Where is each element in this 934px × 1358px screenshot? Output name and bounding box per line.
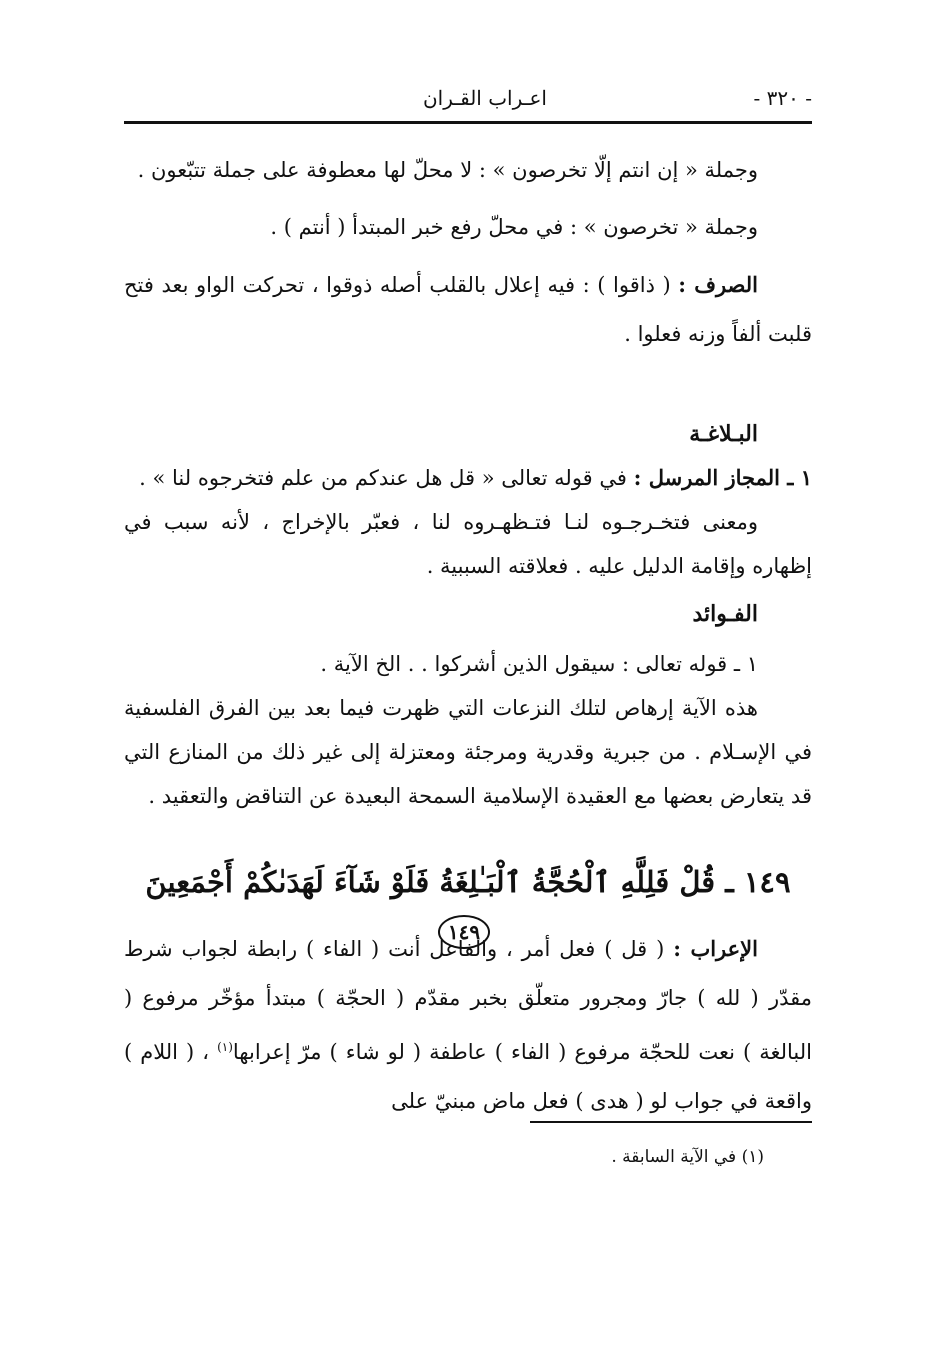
footnote-ref: (١) — [217, 1040, 233, 1054]
section-title: البـلاغـة — [689, 421, 758, 447]
paragraph: ومعنى فتخـرجـوه لنـا فتـظهـروه لنا ، فعبّر بالإخراج ، لأنه سبب في إظهاره وإقامة الدليل عليه . فعلاقته السببية . — [124, 510, 812, 578]
paragraph: وجملة « إن انتم إلّا تخرصون » : لا محلّ لها معطوفة على جملة تتبّعون . — [137, 158, 758, 182]
irab-text-cont: ، ( اللام ) واقعة في جواب لو ( هدى ) فعل ماض مبنيّ على — [124, 1040, 812, 1113]
balagha-item — [124, 456, 812, 500]
irab-text: ( قل ) فعل أمر ، والفاعل أنت ( الفاء ) رابطة لجواب شرط مقدّر ( لله ) جارّ ومجرور متعلّق بخبر مقدّم ( الحجّة ) مبتدأ مؤخّر مرفوع ( البالغة ) نعت للحجّة مرفوع ( الفاء ) عاطفة ( لو شاء ) مرّ إعرابها — [124, 937, 812, 1064]
ayah-number: ١٤٩ ـ — [725, 865, 791, 899]
header-rule — [124, 121, 812, 124]
irab-label: الإعراب : — [673, 936, 758, 961]
ayah-end-marker: ١٤٩ — [438, 915, 490, 949]
fawaid-item: ١ ـ قوله تعالى : سيقول الذين أشركوا . . الخ الآية . — [320, 652, 758, 676]
section-title: الفـوائد — [692, 601, 758, 627]
page-header — [124, 86, 812, 120]
sarf-label: الصرف : — [678, 272, 758, 297]
first-section — [124, 146, 812, 359]
ayah-text: قُلْ فَلِلَّهِ ٱلْحُجَّةُ ٱلْبَـٰلِغَةُ فَلَوْ شَآءَ لَهَدَىٰكُمْ أَجْمَعِينَ — [145, 865, 716, 899]
paragraph: هذه الآية إرهاص لتلك النزعات التي ظهرت فيما بعد بين الفرق الفلسفية في الإسـلام . من جبرية وقدرية ومرجئة ومعتزلة إلى غير ذلك من المنازع التي قد يتعارض بعضها مع العقيدة الإسلامية السمحة البعيدة عن التناقض والتعقيد . — [124, 696, 812, 808]
paragraph: وجملة « تخرصون » : في محلّ رفع خبر المبتدأ ( أنتم ) . — [270, 215, 758, 239]
irab-paragraph — [124, 924, 812, 1126]
page-number: - ٣٢٠ - — [753, 86, 812, 110]
item-label: ١ ـ المجاز المرسل : — [633, 465, 812, 490]
item-text: في قوله تعالى « قل هل عندكم من علم فتخرجوه لنا » . — [139, 466, 627, 490]
footnote: (١) في الآية السابقة . — [611, 1147, 764, 1167]
balagha-section — [124, 412, 812, 818]
irab-section — [124, 924, 812, 1126]
running-title: اعـراب القـران — [422, 86, 547, 110]
sarf-text: ( ذاقوا ) : فيه إعلال بالقلب أصله ذوقوا ، تحركت الواو بعد فتح قلبت ألفاً وزنه فعلوا . — [124, 273, 812, 346]
footnote-rule — [530, 1121, 812, 1123]
sarf-paragraph — [124, 260, 812, 359]
